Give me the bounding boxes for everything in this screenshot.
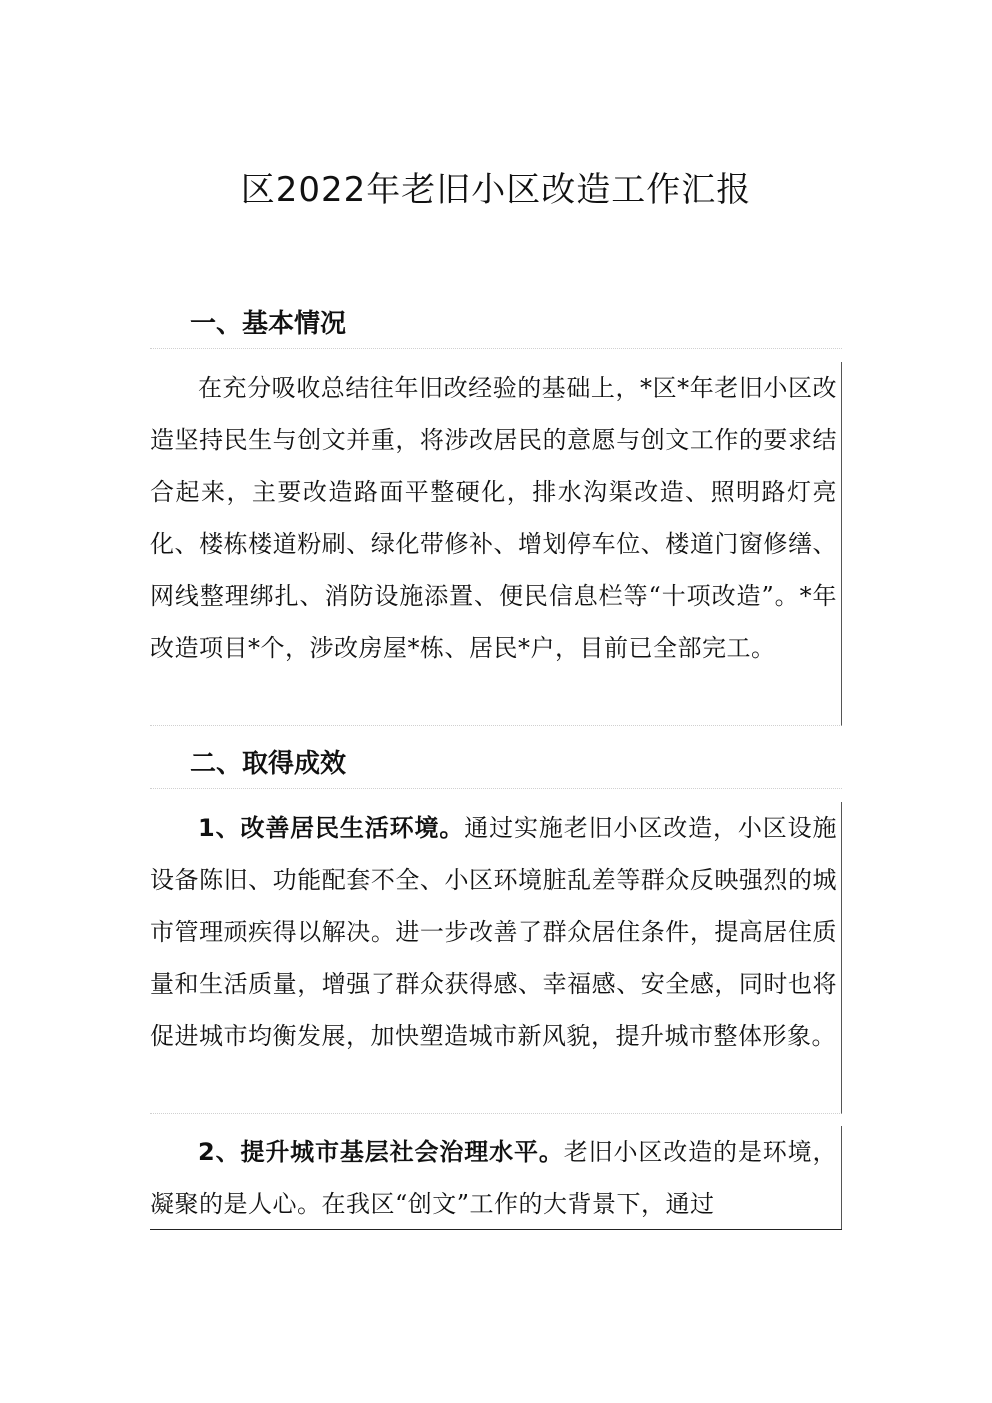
- paragraph-block: [150, 362, 842, 726]
- paragraph-lead: 2、提升城市基层社会治理水平。: [198, 1138, 564, 1166]
- body-paragraph: [150, 362, 841, 674]
- paragraph-lead: 1、改善居民生活环境。: [198, 814, 465, 842]
- section-heading: 二、取得成效: [150, 740, 842, 789]
- section-achievements: [150, 740, 842, 789]
- paragraph-block: [150, 802, 842, 1114]
- paragraph-text: 老旧小区改造的是环境，凝聚的是人心。在我区“创文”工作的大背景下，通过: [150, 1138, 837, 1218]
- paragraph-block: [150, 1126, 842, 1230]
- body-paragraph: [150, 1126, 841, 1230]
- section-heading: 一、基本情况: [150, 300, 842, 349]
- body-paragraph: [150, 802, 841, 1062]
- section-basic-situation: [150, 300, 842, 349]
- document-title: 区2022年老旧小区改造工作汇报: [240, 170, 752, 210]
- content-divider: [150, 1229, 842, 1230]
- paragraph-text: 在充分吸收总结往年旧改经验的基础上，*区*年老旧小区改造坚持民生与创文并重，将涉改居民的意愿与创文工作的要求结合起来，主要改造路面平整硬化，排水沟渠改造、照明路灯亮化、楼栋楼道粉刷、绿化带修补、增划停车位、楼道门窗修缮、网线整理绑扎、消防设施添置、便民信息栏等“十项改造”。*年改造项目*个，涉改房屋*栋、居民*户，目前已全部完工。: [150, 374, 837, 662]
- paragraph-text: 通过实施老旧小区改造，小区设施设备陈旧、功能配套不全、小区环境脏乱差等群众反映强烈的城市管理顽疾得以解决。进一步改善了群众居住条件，提高居住质量和生活质量，增强了群众获得感、幸福感、安全感，同时也将促进城市均衡发展，加快塑造城市新风貌，提升城市整体形象。: [150, 814, 838, 1050]
